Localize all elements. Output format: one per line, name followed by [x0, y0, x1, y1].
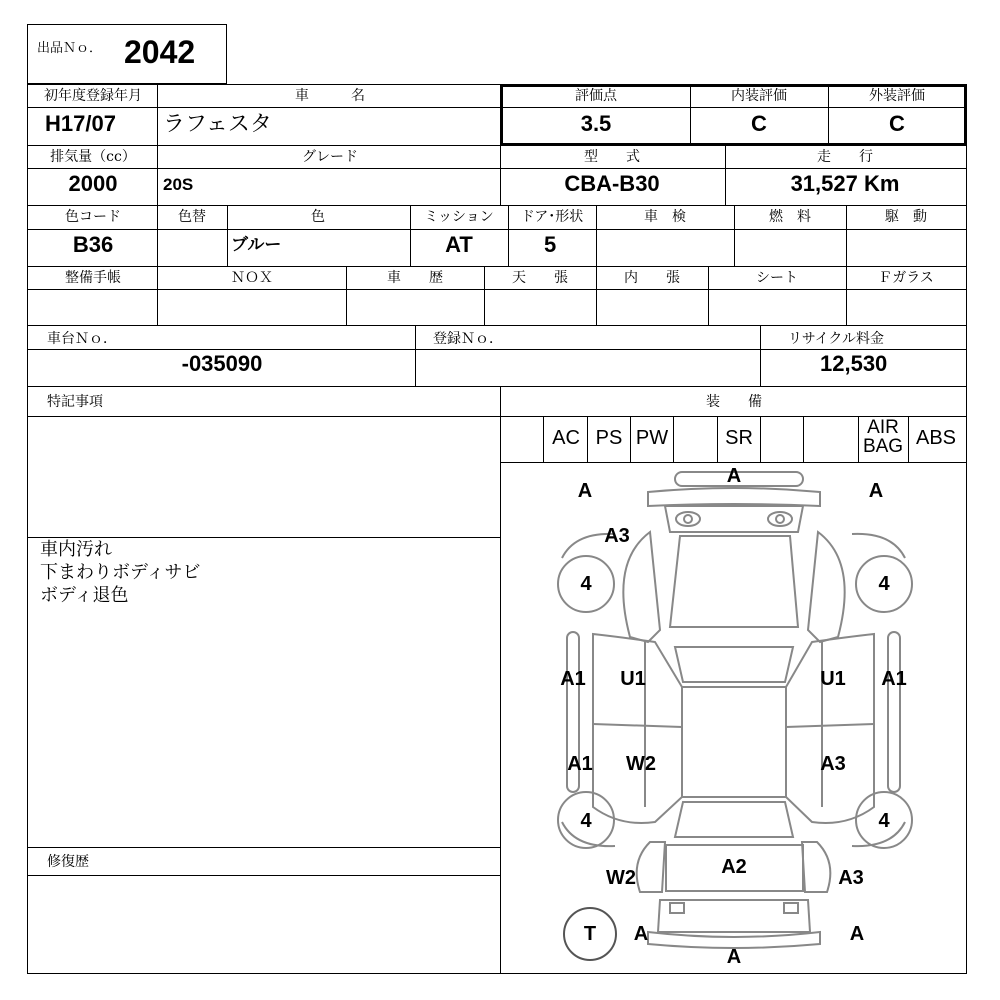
interior-grade-label: 内装評価 [731, 88, 787, 104]
mark-front-center: A [726, 465, 742, 487]
car-name-value: ラフェスタ [163, 111, 272, 136]
registration-number-label: 登録Ｎｏ． [433, 331, 503, 347]
equipment-airbag: AIR BAG [862, 417, 904, 457]
score-value: 3.5 [580, 111, 612, 136]
score-label: 評価点 [575, 88, 617, 104]
listing-number-label: 出品Ｎｏ． [37, 41, 103, 56]
model-code-label: 型 式 [584, 149, 640, 165]
inspection-label: 車 検 [644, 209, 686, 225]
mark-tire-front-left: 4 [580, 573, 592, 595]
mileage-value: 31,527 Km [790, 171, 900, 196]
mark-tire-rear-left: 4 [580, 810, 592, 832]
color-code-value: B36 [72, 232, 114, 257]
fuel-label: 燃 料 [769, 209, 811, 225]
mileage-label: 走 行 [817, 149, 873, 165]
transmission-value: AT [445, 232, 473, 257]
exterior-grade-label: 外装評価 [869, 88, 925, 104]
equipment-label: 装 備 [706, 394, 762, 410]
mark-trunk: A2 [721, 856, 747, 878]
color-label: 色 [311, 209, 325, 225]
equipment-ac: AC [552, 427, 580, 449]
equipment-ps: PS [595, 427, 623, 449]
mark-door-right-upper: U1 [820, 668, 846, 690]
mark-spare-tire: T [583, 923, 597, 945]
mark-door-left-lower: W2 [626, 753, 656, 775]
mark-front-right: A [868, 480, 884, 502]
mark-door-left-upper: U1 [620, 668, 646, 690]
equipment-sr: SR [725, 427, 753, 449]
door-type-value: 5 [544, 232, 557, 257]
chassis-number-label: 車台Ｎｏ． [47, 331, 117, 347]
service-book-label: 整備手帳 [65, 270, 121, 286]
seat-label: シート [756, 270, 798, 286]
interior-grade-value: C [751, 111, 767, 136]
reg-date-value: H17/07 [45, 111, 116, 136]
mark-front-left: A [577, 480, 593, 502]
mark-tire-front-right: 4 [878, 573, 890, 595]
front-glass-label: Ｆガラス [878, 270, 934, 286]
displacement-value: 2000 [68, 171, 118, 196]
car-name-label: 車 名 [295, 88, 365, 104]
mark-tire-rear-right: 4 [878, 810, 890, 832]
roof-lining-label: 天 張 [512, 270, 568, 286]
color-code-label: 色コード [65, 209, 121, 225]
mark-hood-left: A3 [604, 525, 630, 547]
car-history-label: 車 歴 [387, 270, 443, 286]
listing-number: 2042 [124, 34, 196, 70]
model-code-value: CBA-B30 [564, 171, 660, 196]
transmission-label: ミッション [424, 209, 494, 225]
mark-side-left-upper: A1 [560, 668, 586, 690]
door-type-label: ドア･形状 [520, 209, 584, 225]
note-line: 下まわりボディサビ [40, 562, 201, 583]
exterior-grade-value: C [889, 111, 905, 136]
special-notes-text [40, 538, 490, 607]
nox-label: ＮＯＸ [231, 270, 273, 286]
mark-rear-right-panel: A3 [838, 867, 864, 889]
grade-label: グレード [302, 149, 358, 165]
recycle-fee-label: リサイクル料金 [787, 331, 885, 347]
mark-side-left-lower: A1 [567, 753, 593, 775]
repaint-label: 色替 [178, 209, 206, 225]
mark-rear-right: A [849, 923, 865, 945]
grade-value: 20S [163, 175, 194, 194]
interior-lining-label: 内 張 [624, 270, 680, 286]
reg-date-label: 初年度登録年月 [44, 88, 142, 104]
equipment-pw: PW [635, 427, 669, 449]
mark-side-right-upper: A1 [881, 668, 907, 690]
recycle-fee-value: 12,530 [820, 351, 888, 376]
mark-rear-left: A [633, 923, 649, 945]
mark-rear-center: A [726, 946, 742, 968]
repair-history-label: 修復歴 [47, 854, 89, 870]
equipment-abs: ABS [915, 427, 957, 449]
drive-label: 駆 動 [885, 209, 927, 225]
color-value: ブルー [231, 235, 282, 254]
note-line: 車内汚れ [40, 539, 112, 560]
chassis-number-value: -035090 [181, 351, 263, 376]
car-body-diagram [500, 462, 967, 974]
note-line: ボディ退色 [40, 585, 129, 606]
mark-rear-left-panel: W2 [606, 867, 636, 889]
special-notes-label: 特記事項 [47, 394, 103, 410]
mark-door-right-lower: A3 [820, 753, 846, 775]
displacement-label: 排気量（cc） [50, 149, 136, 165]
